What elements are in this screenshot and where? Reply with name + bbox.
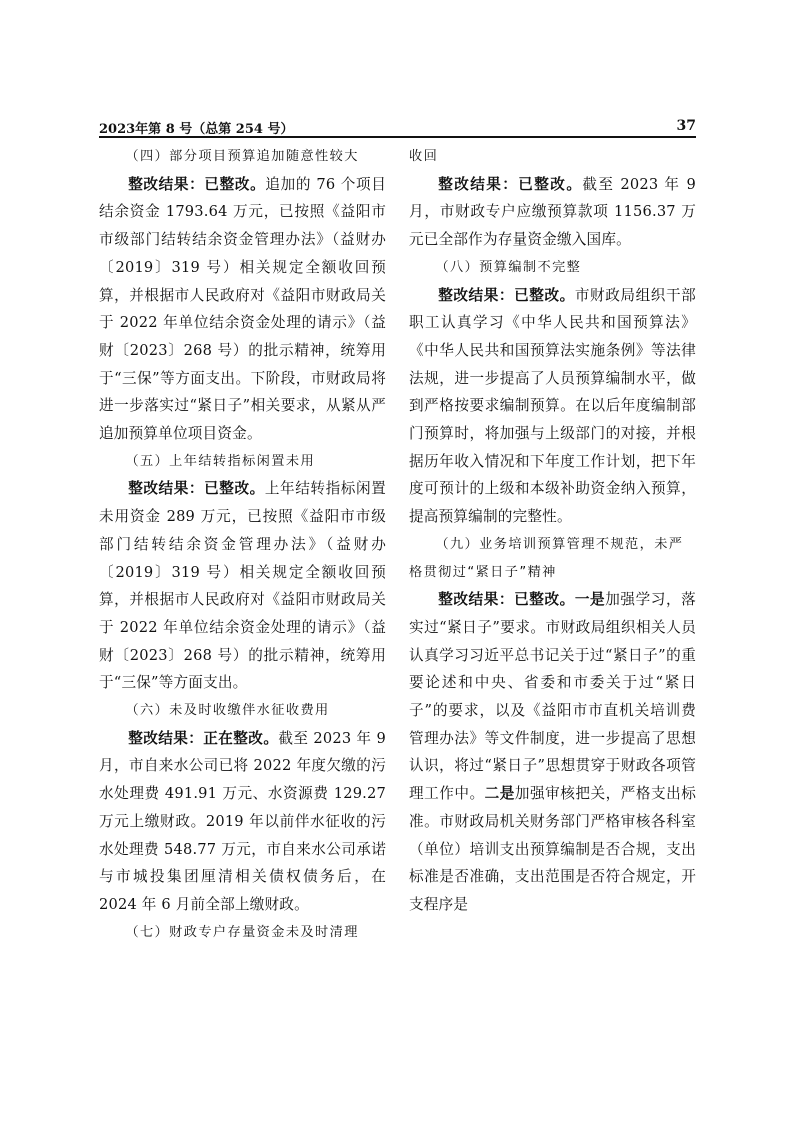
section-heading-7: （七）财政专户存量资金未及时清理: [125, 924, 359, 940]
point-one-label: 一是: [574, 591, 606, 609]
paragraph-text: 截至 2023 年 9 月，市财政专户应缴预算款项 1156.37 万元已全部作为存量资金缴入国库。: [409, 175, 696, 249]
paragraph-text: 上年结转指标闲置未用资金 289 万元，已按照《益阳市市级部门结转结余资金管理办法》（益财办〔2019〕319 号）相关规定全额收回预算，并根据市人民政府对《益阳市财政局关于 2022 年单位结余资金处理的请示》（益财〔2023〕268 号）的批示精神，统筹用于“三保”等方面支出。: [99, 480, 386, 692]
issue-label: 2023年第 8 号（总第 254 号）: [99, 122, 294, 137]
page-header: [99, 116, 696, 138]
result-label: 整改结果：正在整改。: [128, 729, 279, 747]
paragraph-7: [409, 171, 696, 254]
paragraph-text: 截至 2023 年 9 月，市自来水公司已将 2022 年度欠缴的污水处理费 491.91 万元、水资源费 129.27 万元上缴财政。2019 年以前伴水征收的污水处理费 548.77 万元，市自来水公司承诺与市城投集团厘清相关债权债务后，在 2024 年 6 月前全部上缴财政。: [99, 729, 386, 913]
section-heading-8: （八）预算编制不完整: [435, 259, 582, 275]
header-rule: [99, 136, 696, 138]
paragraph-4: [99, 171, 386, 448]
paragraph-text: 加强审核把关，严格支出标准。市财政局机关财务部门严格审核各科室（单位）培训支出预算编制是否合规，支出标准是否准确，支出范围是否符合规定，开支程序是: [409, 785, 696, 913]
result-label: 整改结果：已整改。: [128, 480, 265, 498]
paragraph-text: 追加的 76 个项目结余资金 1793.64 万元，已按照《益阳市市级部门结转结余资金管理办法》（益财办〔2019〕319 号）相关规定全额收回预算，并根据市人民政府对《益阳市财政局关于 2022 年单位结余资金处理的请示》（益财〔2023〕268 号）的批示精神，统筹用于“三保”等方面支出。下阶段，市财政局将进一步落实过“紧日子”相关要求，从紧从严追加预算单位项目资金。: [99, 175, 386, 443]
point-two-label: 二是: [484, 785, 515, 803]
right-column: [409, 143, 696, 919]
paragraph-9: [409, 586, 696, 918]
section-heading-9: （九）业务培训预算管理不规范，未严格贯彻过“紧日子”精神: [409, 536, 684, 580]
page-number: 37: [676, 118, 696, 134]
section-heading-5: （五）上年结转指标闲置未用: [125, 453, 316, 469]
section-heading-4: （四）部分项目预算追加随意性较大: [125, 149, 359, 164]
paragraph-6: [99, 725, 386, 919]
result-label: 整改结果：已整改。: [438, 175, 583, 193]
result-label: 整改结果：已整改。: [438, 286, 575, 304]
paragraph-5: [99, 475, 386, 697]
paragraph-8: [409, 282, 696, 531]
section-heading-6: （六）未及时收缴伴水征收费用: [125, 703, 330, 719]
left-column: [99, 143, 386, 946]
paragraph-text: 加强学习，落实过“紧日子”要求。市财政局组织相关人员认真学习习近平总书记关于过“紧日子”的重要论述和中央、省委和市委关于过“紧日子”的要求，以及《益阳市市直机关培训费管理办法》等文件制度，进一步提高了思想认识，将过“紧日子”思想贯穿于财政各项管理工作中。: [409, 591, 696, 803]
result-label: 整改结果：已整改。: [128, 175, 266, 193]
result-label: 整改结果：已整改。: [438, 591, 575, 609]
paragraph-text: 市财政局组织干部职工认真学习《中华人民共和国预算法》《中华人民共和国预算法实施条例》等法律法规，进一步提高了人员预算编制水平，做到严格按要求编制预算。在以后年度编制部门预算时，将加强与上级部门的对接，并根据历年收入情况和下年度工作计划，把下年度可预计的上级和本级补助资金纳入预算，提高预算编制的完整性。: [409, 286, 696, 526]
section-heading-7-continued: 收回: [409, 149, 439, 164]
